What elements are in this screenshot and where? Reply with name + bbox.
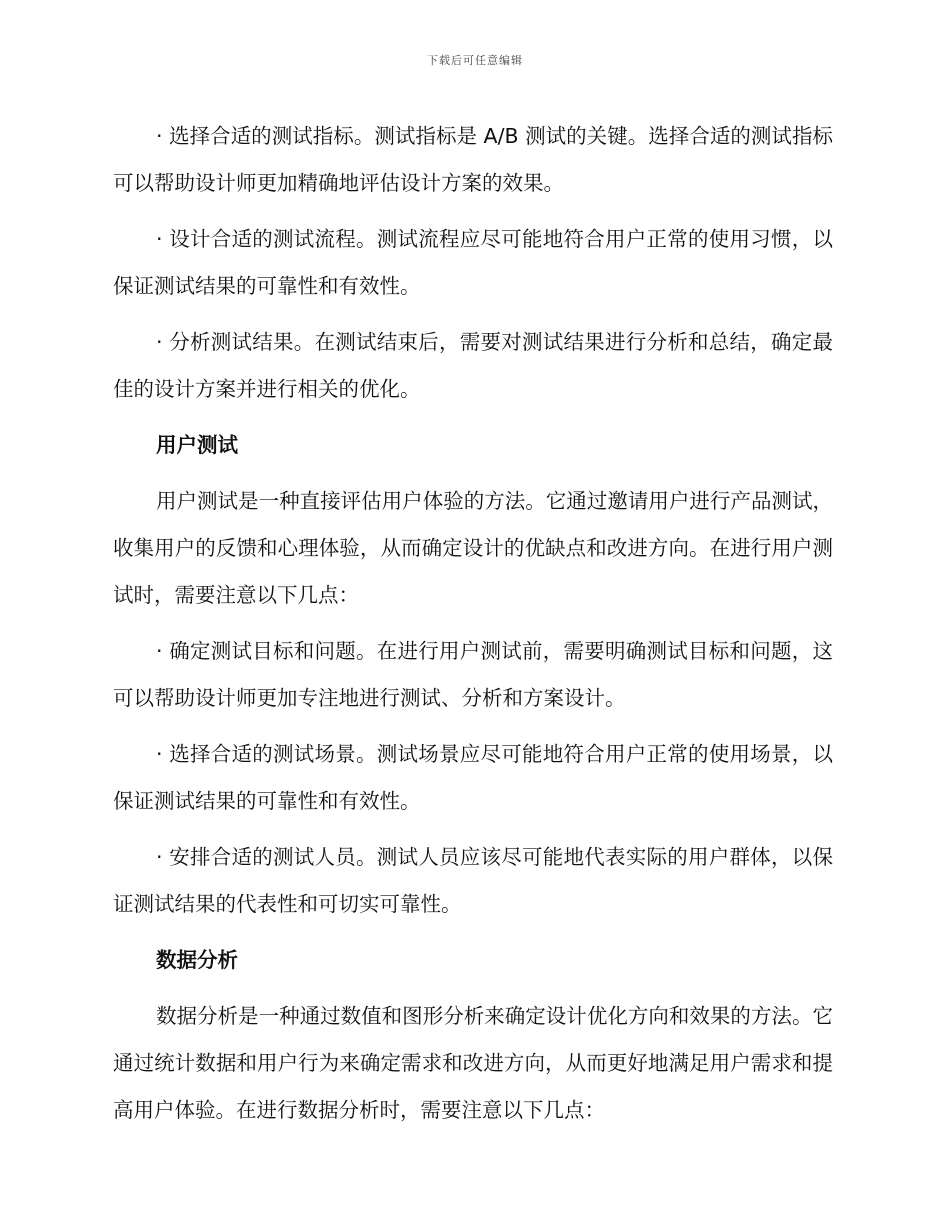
section-heading-user-testing: 用户测试 xyxy=(156,433,238,457)
bullet-paragraph-test-metrics: · 选择合适的测试指标。测试指标是 A/B 测试的关键。选择合适的测试指标可以帮助设计师更加精确地评估设计方案的效果。 xyxy=(113,124,833,195)
section-heading-data-analysis: 数据分析 xyxy=(156,948,238,972)
bullet-paragraph-analyze-results: · 分析测试结果。在测试结束后，需要对测试结果进行分析和总结，确定最佳的设计方案并进行相关的优化。 xyxy=(113,330,833,401)
page-header-note: 下载后可任意编辑 xyxy=(427,54,523,67)
bullet-paragraph-test-participants: · 安排合适的测试人员。测试人员应该尽可能地代表实际的用户群体，以保证测试结果的代表性和可切实可靠性。 xyxy=(113,845,833,916)
bullet-paragraph-test-goals: · 确定测试目标和问题。在进行用户测试前，需要明确测试目标和问题，这可以帮助设计师更加专注地进行测试、分析和方案设计。 xyxy=(113,639,833,710)
bullet-paragraph-test-flow: · 设计合适的测试流程。测试流程应尽可能地符合用户正常的使用习惯，以保证测试结果的可靠性和有效性。 xyxy=(113,227,833,298)
bullet-paragraph-test-scenario: · 选择合适的测试场景。测试场景应尽可能地符合用户正常的使用场景，以保证测试结果的可靠性和有效性。 xyxy=(113,742,833,813)
paragraph-user-testing-intro: 用户测试是一种直接评估用户体验的方法。它通过邀请用户进行产品测试，收集用户的反馈和心理体验，从而确定设计的优缺点和改进方向。在进行用户测试时，需要注意以下几点： xyxy=(113,489,833,607)
paragraph-data-analysis-intro: 数据分析是一种通过数值和图形分析来确定设计优化方向和效果的方法。它通过统计数据和用户行为来确定需求和改进方向，从而更好地满足用户需求和提高用户体验。在进行数据分析时，需要注意以下几点： xyxy=(113,1004,833,1122)
document-body xyxy=(113,113,833,1134)
